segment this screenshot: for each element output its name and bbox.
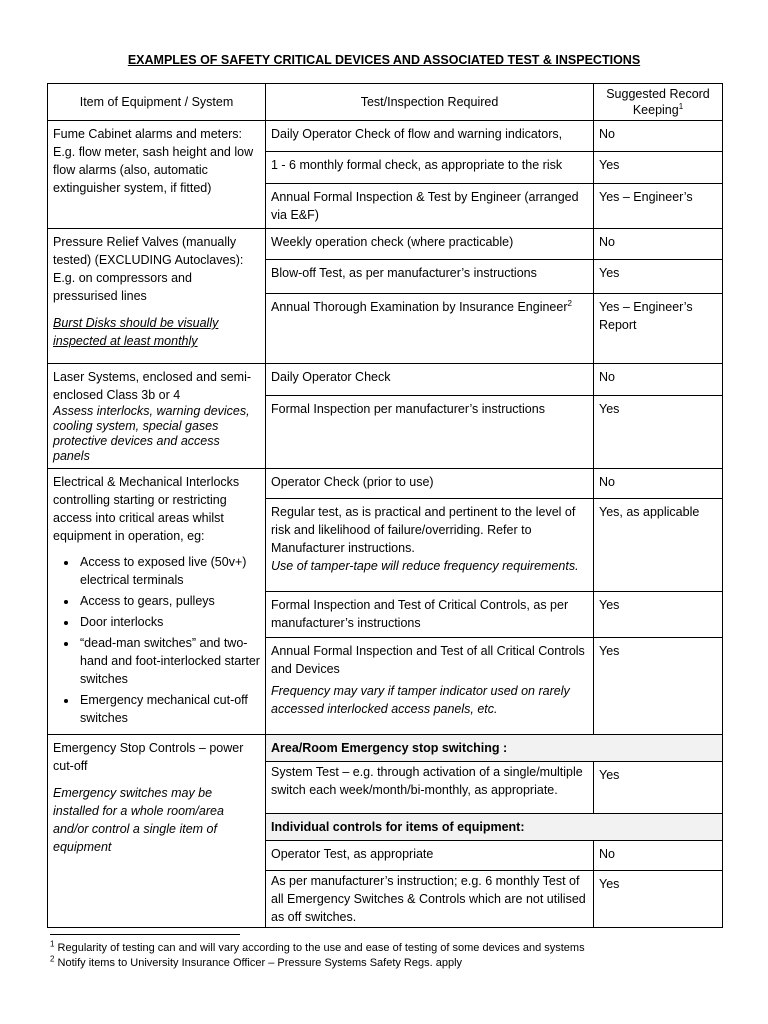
record-cell: Yes bbox=[594, 152, 723, 184]
test-cell: Operator Test, as appropriate bbox=[266, 841, 594, 871]
test-cell: Formal Inspection and Test of Critical Controls, as per manufacturer’s instructions bbox=[266, 592, 594, 638]
record-cell: Yes bbox=[594, 762, 723, 814]
record-cell: Yes, as applicable bbox=[594, 499, 723, 592]
footnote-ref-1: 1 bbox=[678, 101, 684, 111]
table-row bbox=[48, 469, 723, 499]
section-band-area: Area/Room Emergency stop switching : bbox=[266, 735, 723, 762]
record-cell: No bbox=[594, 469, 723, 499]
test-cell: As per manufacturer’s instruction; e.g. 6 monthly Test of all Emergency Switches & Controls which are not utilised as off switches. bbox=[266, 871, 594, 928]
footnote-number: 1 bbox=[50, 939, 55, 949]
record-cell: Yes bbox=[594, 396, 723, 469]
footnote-text: Regularity of testing can and will vary according to the use and ease of testing of some devices and systems bbox=[57, 942, 585, 954]
item-title: Pressure Relief Valves (manually tested) (EXCLUDING Autoclaves): bbox=[53, 235, 244, 267]
list-item: • Access to exposed live (50v+) electrical terminals bbox=[78, 553, 260, 589]
test-cell bbox=[266, 294, 594, 364]
test-cell: Weekly operation check (where practicable) bbox=[266, 229, 594, 260]
record-cell: Yes – Engineer’s bbox=[594, 184, 723, 229]
test-cell: System Test – e.g. through activation of a single/multiple switch each week/month/bi-monthly, as appropriate. bbox=[266, 762, 594, 814]
section-band-individual: Individual controls for items of equipment: bbox=[266, 814, 723, 841]
test-note: Use of tamper-tape will reduce frequency requirements. bbox=[271, 559, 579, 574]
record-cell: Yes bbox=[594, 637, 723, 734]
item-pressure-relief bbox=[48, 229, 266, 364]
item-note: Assess interlocks, warning devices, cooling system, special gases protective devices and access panels bbox=[53, 404, 250, 463]
item-detail: E.g. on compressors and pressurised lines bbox=[53, 271, 192, 303]
table-header-row bbox=[48, 84, 723, 121]
record-cell: Yes – Engineer’s Report bbox=[594, 294, 723, 364]
footnote-1 bbox=[50, 941, 730, 956]
item-note: Emergency switches may be installed for a whole room/area and/or control a single item of equipment bbox=[53, 786, 224, 854]
test-cell: 1 - 6 monthly formal check, as appropriate to the risk bbox=[266, 152, 594, 184]
item-title: Laser Systems, enclosed and semi-enclosed Class 3b or 4 bbox=[53, 370, 252, 402]
item-note: Burst Disks should be visually inspected at least monthly bbox=[53, 316, 219, 348]
table-row bbox=[48, 121, 723, 152]
item-emergency-stop bbox=[48, 735, 266, 928]
footnote-2 bbox=[50, 956, 730, 971]
document-title: EXAMPLES OF SAFETY CRITICAL DEVICES AND ASSOCIATED TEST & INSPECTIONS bbox=[127, 53, 641, 67]
test-cell: Daily Operator Check bbox=[266, 364, 594, 396]
footnote-separator bbox=[50, 934, 240, 935]
header-record-label: Suggested Record Keeping bbox=[606, 87, 710, 117]
item-title: Fume Cabinet alarms and meters: bbox=[53, 127, 242, 141]
item-fume-cabinet bbox=[48, 121, 266, 229]
footnote-ref-2: 2 bbox=[567, 298, 572, 308]
test-note: Frequency may vary if tamper indicator used on rarely accessed interlocked access panels, etc. bbox=[271, 683, 570, 716]
test-cell: Annual Formal Inspection & Test by Engineer (arranged via E&F) bbox=[266, 184, 594, 229]
list-item: • Door interlocks bbox=[78, 613, 260, 631]
interlock-examples-list bbox=[53, 553, 260, 727]
test-cell: Daily Operator Check of flow and warning indicators, bbox=[266, 121, 594, 152]
record-cell: Yes bbox=[594, 592, 723, 638]
list-item: • Access to gears, pulleys bbox=[78, 592, 260, 610]
record-cell: Yes bbox=[594, 871, 723, 928]
record-cell: No bbox=[594, 364, 723, 396]
table-row bbox=[48, 735, 723, 762]
item-laser-systems bbox=[48, 364, 266, 469]
test-cell: Formal Inspection per manufacturer’s instructions bbox=[266, 396, 594, 469]
safety-devices-table bbox=[47, 83, 723, 928]
record-cell: No bbox=[594, 121, 723, 152]
test-cell: Blow-off Test, as per manufacturer’s instructions bbox=[266, 260, 594, 294]
item-detail: E.g. flow meter, sash height and low flow alarms (also, automatic extinguisher system, if fitted) bbox=[53, 145, 254, 195]
header-test: Test/Inspection Required bbox=[266, 84, 594, 121]
list-item: • “dead-man switches” and two-hand and foot-interlocked starter switches bbox=[78, 634, 260, 688]
test-cell bbox=[266, 637, 594, 734]
footnote-number: 2 bbox=[50, 954, 55, 964]
footnotes bbox=[50, 941, 730, 971]
item-interlocks bbox=[48, 469, 266, 735]
test-text: Annual Thorough Examination by Insurance Engineer bbox=[271, 300, 568, 314]
record-cell: Yes bbox=[594, 260, 723, 294]
record-cell: No bbox=[594, 841, 723, 871]
item-title: Emergency Stop Controls – power cut-off bbox=[53, 741, 244, 773]
item-title: Electrical & Mechanical Interlocks controlling starting or restricting access into critical areas whilst equipment in operation, eg: bbox=[53, 475, 240, 543]
footnote-text: Notify items to University Insurance Officer – Pressure Systems Safety Regs. apply bbox=[57, 957, 463, 969]
test-cell: Operator Check (prior to use) bbox=[266, 469, 594, 499]
record-cell: No bbox=[594, 229, 723, 260]
test-cell bbox=[266, 499, 594, 592]
header-record bbox=[594, 84, 723, 121]
header-item: Item of Equipment / System bbox=[48, 84, 266, 121]
table-row bbox=[48, 364, 723, 396]
list-item: • Emergency mechanical cut-off switches bbox=[78, 691, 260, 727]
test-text: Regular test, as is practical and pertinent to the level of risk and likelihood of failure/overriding. Refer to Manufacturer instructions. bbox=[271, 505, 576, 556]
test-text: Annual Formal Inspection and Test of all Critical Controls and Devices bbox=[271, 643, 585, 676]
table-row bbox=[48, 229, 723, 260]
